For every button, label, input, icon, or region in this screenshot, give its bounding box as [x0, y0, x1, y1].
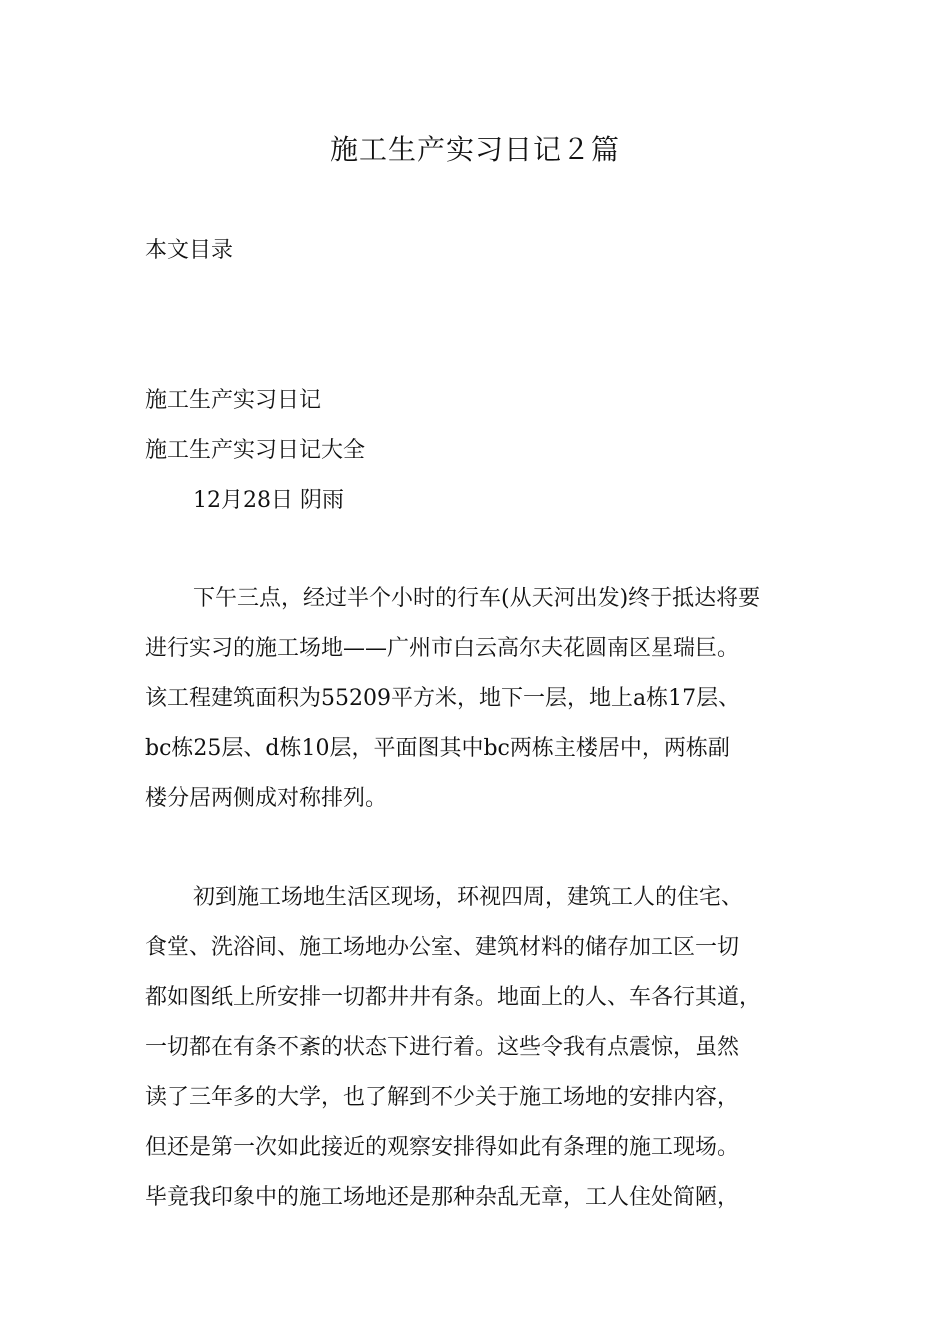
paragraph-line: 初到施工场地生活区现场，环视四周，建筑工人的住宅、 [193, 885, 744, 910]
paragraph-line: 读了三年多的大学，也了解到不少关于施工场地的安排内容， [145, 1085, 740, 1110]
paragraph-line: 进行实习的施工场地——广州市白云高尔夫花圆南区星瑞巨。 [145, 636, 740, 661]
paragraph-line: 楼分居两侧成对称排列。 [145, 786, 388, 811]
document-title: 施工生产实习日记２篇 [329, 133, 620, 166]
paragraph-line: 一切都在有条不紊的状态下进行着。这些令我有点震惊，虽然 [145, 1035, 740, 1060]
paragraph-line: 食堂、洗浴间、施工场地办公室、建筑材料的储存加工区一切 [145, 935, 740, 960]
toc-item[interactable]: 施工生产实习日记大全 [145, 438, 366, 463]
paragraph-line: 毕竟我印象中的施工场地还是那种杂乱无章，工人住处简陋， [145, 1185, 740, 1210]
toc-heading: 本文目录 [145, 238, 234, 263]
paragraph-line: 该工程建筑面积为55209平方米，地下一层，地上a栋17层、 [145, 686, 741, 711]
toc-item[interactable]: 施工生产实习日记 [145, 388, 322, 413]
paragraph-line: 都如图纸上所安排一切都井井有条。地面上的人、车各行其道， [145, 985, 762, 1010]
date-weather-line: 12月28日 阴雨 [193, 488, 344, 513]
paragraph-line: bc栋25层、d栋10层，平面图其中bc两栋主楼居中，两栋副 [145, 736, 730, 761]
paragraph-line: 下午三点，经过半个小时的行车(从天河出发)终于抵达将要 [193, 586, 761, 611]
paragraph-line: 但还是第一次如此接近的观察安排得如此有条理的施工现场。 [145, 1135, 740, 1160]
